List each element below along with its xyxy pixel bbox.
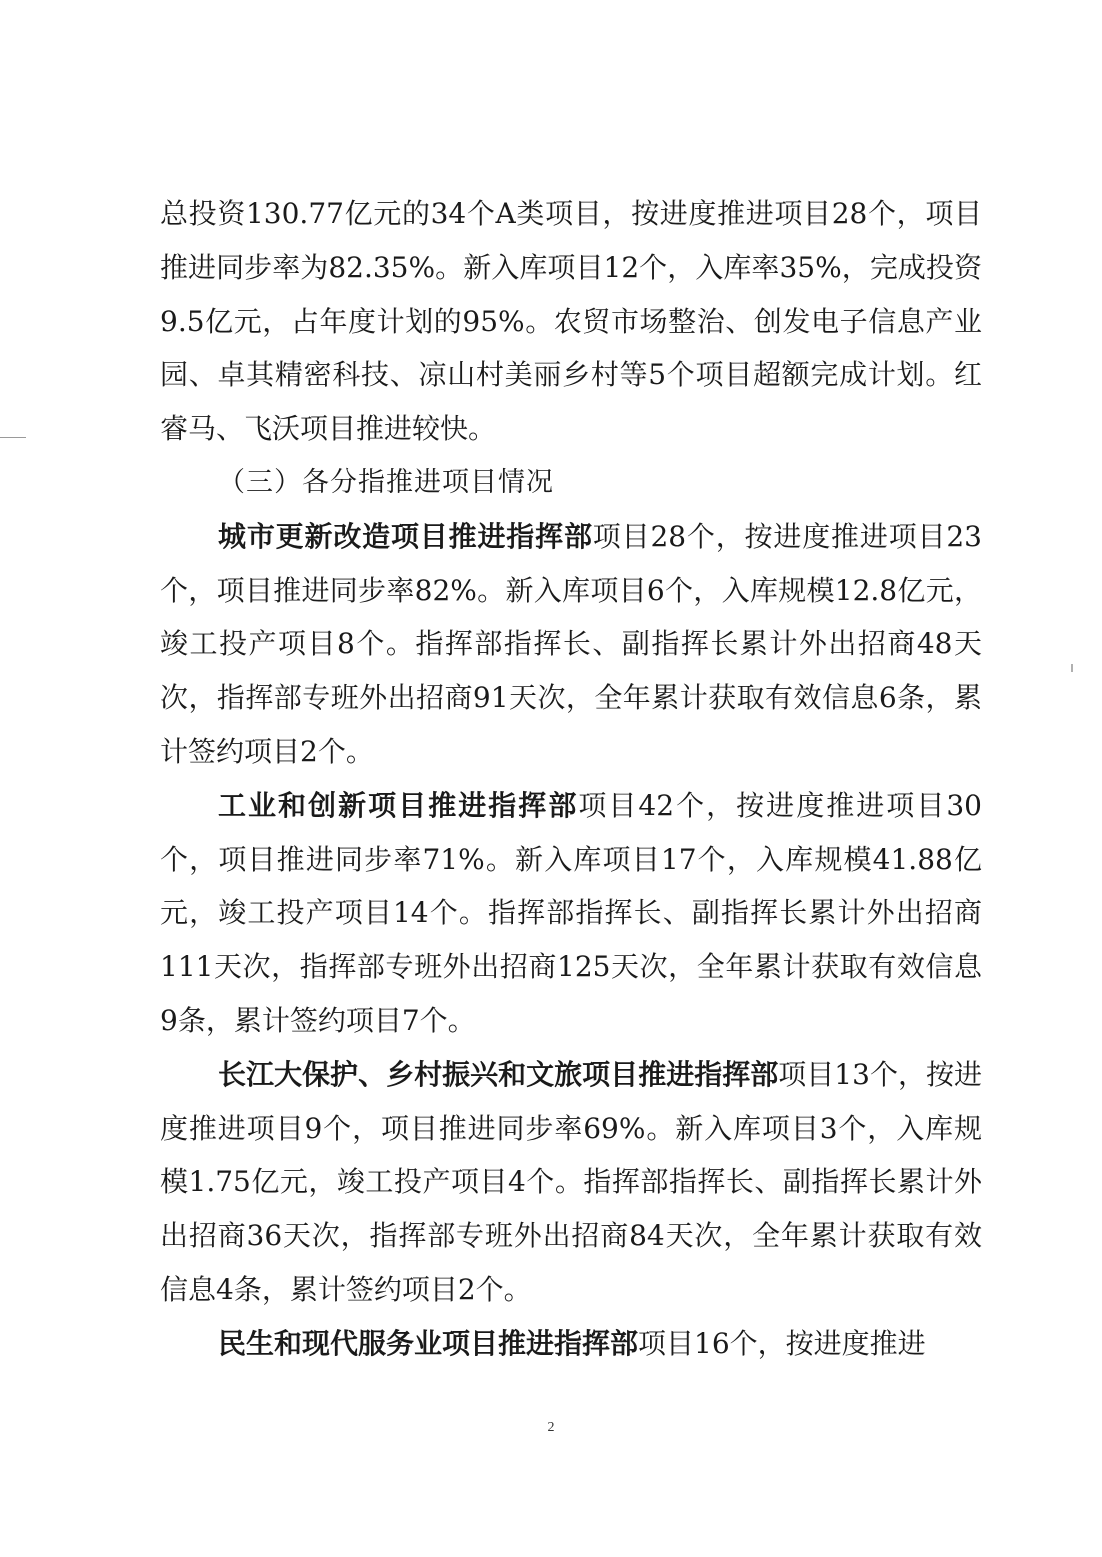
paragraph-lead: 长江大保护、乡村振兴和文旅项目推进指挥部 bbox=[218, 1057, 779, 1091]
paragraph-industry-innovation bbox=[160, 779, 982, 1048]
paragraph-text: 项目13个，按进度推进项目9个，项目推进同步率69%。新入库项目3个，入库规模1.75亿元，竣工投产项目4个。指挥部指挥长、副指挥长累计外出招商36天次，指挥部专班外出招商84天次，全年累计获取有效信息4条，累计签约项目2个。 bbox=[160, 1057, 982, 1306]
document-body bbox=[160, 187, 982, 1371]
paragraph-a-class-projects bbox=[160, 187, 982, 456]
page-number: 2 bbox=[547, 1420, 555, 1435]
scan-margin-mark bbox=[0, 437, 26, 438]
paragraph-text: 总投资130.77亿元的34个A类项目，按进度推进项目28个，项目推进同步率为82.35%。新入库项目12个，入库率35%，完成投资9.5亿元，占年度计划的95%。农贸市场整治、创发电子信息产业园、卓其精密科技、凉山村美丽乡村等5个项目超额完成计划。红睿马、飞沃项目推进较快。 bbox=[160, 197, 982, 446]
paragraph-text: 项目28个，按进度推进项目23个，项目推进同步率82%。新入库项目6个，入库规模12.8亿元，竣工投产项目8个。指挥部指挥长、副指挥长累计外出招商48天次，指挥部专班外出招商91天次，全年累计获取有效信息6条，累计签约项目2个。 bbox=[160, 519, 982, 768]
paragraph-text: 项目42个，按进度推进项目30个，项目推进同步率71%。新入库项目17个，入库规模41.88亿元，竣工投产项目14个。指挥部指挥长、副指挥长累计外出招商111天次，指挥部专班外出招商125天次，全年累计获取有效信息9条，累计签约项目7个。 bbox=[160, 788, 982, 1037]
paragraph-text: 项目16个，按进度推进 bbox=[638, 1326, 926, 1360]
paragraph-yangtze-rural-tourism bbox=[160, 1048, 982, 1317]
scan-speck bbox=[1071, 664, 1073, 672]
paragraph-urban-renewal bbox=[160, 510, 982, 779]
paragraph-livelihood-services bbox=[160, 1317, 982, 1371]
section-heading: （三）各分指推进项目情况 bbox=[218, 466, 554, 498]
paragraph-lead: 民生和现代服务业项目推进指挥部 bbox=[218, 1326, 639, 1360]
paragraph-lead: 城市更新改造项目推进指挥部 bbox=[218, 519, 593, 553]
paragraph-lead: 工业和创新项目推进指挥部 bbox=[218, 788, 579, 822]
